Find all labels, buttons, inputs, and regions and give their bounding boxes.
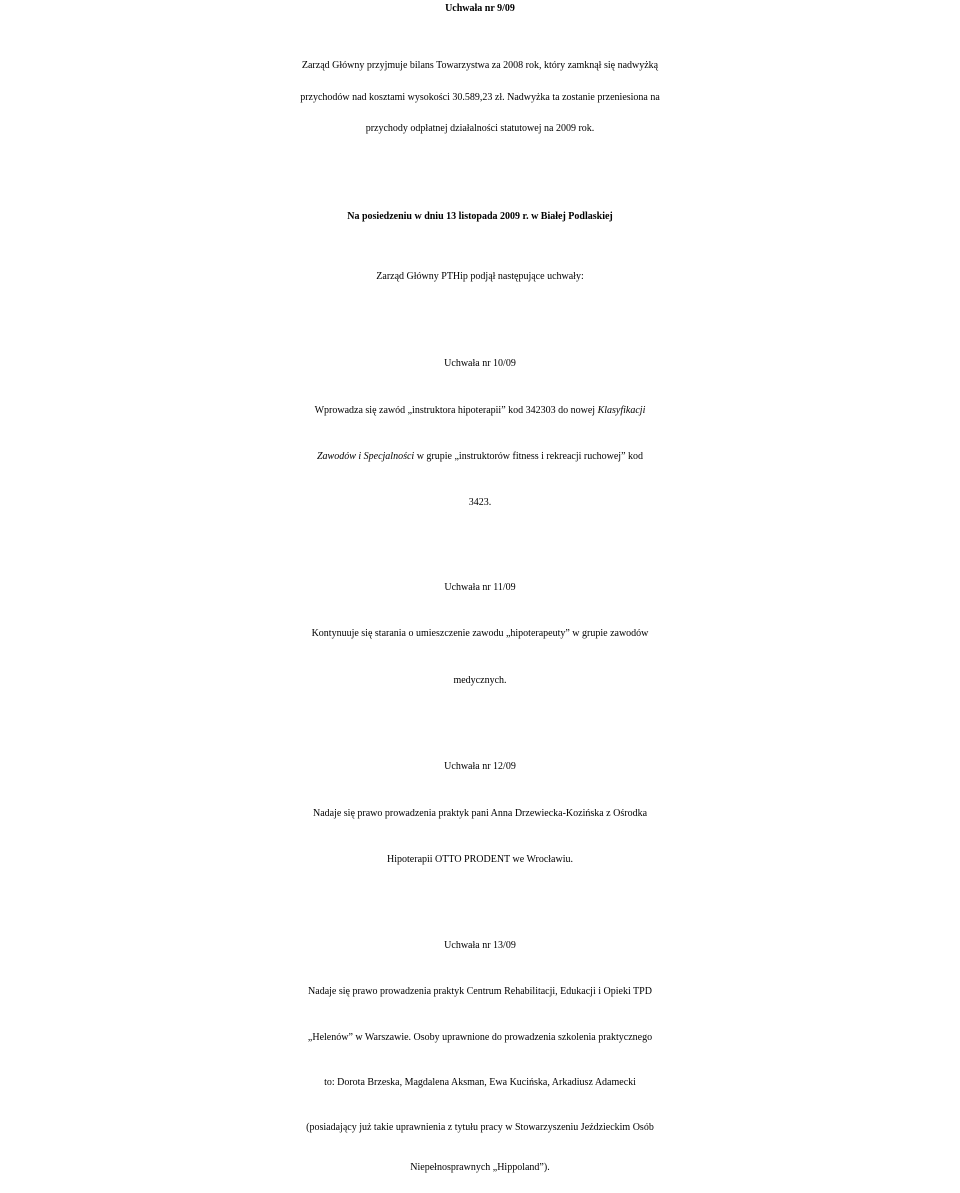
resolution-9-text-line-1: Zarząd Główny przyjmuje bilans Towarzystwa za 2008 rok, który zamknął się nadwyżką (301, 60, 659, 71)
resolution-13-text-line-4: (posiadający już takie uprawnienia z tytułu pracy w Stowarzyszeniu Jeździeckim Osób (306, 1122, 654, 1133)
resolution-12-text-line-2: Hipoterapii OTTO PRODENT we Wrocławiu. (387, 854, 573, 865)
board-resolutions-intro: Zarząd Główny PTHip podjął następujące uchwały: (376, 271, 584, 282)
classification-italic-part-1: Klasyfikacji (597, 405, 646, 416)
resolution-13-text-line-2: „Helenów” w Warszawie. Osoby uprawnione do prowadzenia szkolenia praktycznego (307, 1032, 653, 1043)
resolution-11-title: Uchwała nr 11/09 (444, 582, 516, 593)
resolution-10-text-plain: Wprowadza się zawód „instruktora hipoterapii” kod 342303 do nowej (314, 405, 598, 416)
resolution-13-text-line-1: Nadaje się prawo prowadzenia praktyk Centrum Rehabilitacji, Edukacji i Opieki TPD (308, 986, 652, 997)
resolution-11-text-line-1: Kontynuuje się starania o umieszczenie zawodu „hipoterapeuty” w grupie zawodów (311, 628, 649, 639)
resolution-9-title: Uchwała nr 9/09 (445, 3, 515, 14)
resolution-13-text-line-5: Niepełnosprawnych „Hippoland”). (410, 1162, 550, 1173)
resolution-10-text-line-3: 3423. (468, 497, 492, 508)
resolution-10-text-line-1 (0, 406, 960, 416)
resolution-11-text-line-2: medycznych. (453, 675, 507, 686)
classification-italic-part-2: Zawodów i Specjalności (316, 451, 415, 462)
meeting-heading: Na posiedzeniu w dniu 13 listopada 2009 r. w Białej Podlaskiej (347, 211, 613, 222)
resolution-12-text-line-1: Nadaje się prawo prowadzenia praktyk pani Anna Drzewiecka-Kozińska z Ośrodka (312, 808, 648, 819)
resolution-10-text-line-2 (0, 452, 960, 462)
resolution-9-text-line-2: przychodów nad kosztami wysokości 30.589,23 zł. Nadwyżka ta zostanie przeniesiona na (300, 92, 660, 103)
resolution-13-text-line-3: to: Dorota Brzeska, Magdalena Aksman, Ewa Kucińska, Arkadiusz Adamecki (324, 1077, 636, 1088)
resolution-12-title: Uchwała nr 12/09 (444, 761, 516, 772)
resolution-10-text-group: w grupie „instruktorów fitness i rekreacji ruchowej” kod (414, 451, 644, 462)
resolution-9-text-line-3: przychody odpłatnej działalności statutowej na 2009 rok. (365, 123, 595, 134)
resolution-13-title: Uchwała nr 13/09 (444, 940, 516, 951)
resolution-10-title: Uchwała nr 10/09 (444, 358, 516, 369)
